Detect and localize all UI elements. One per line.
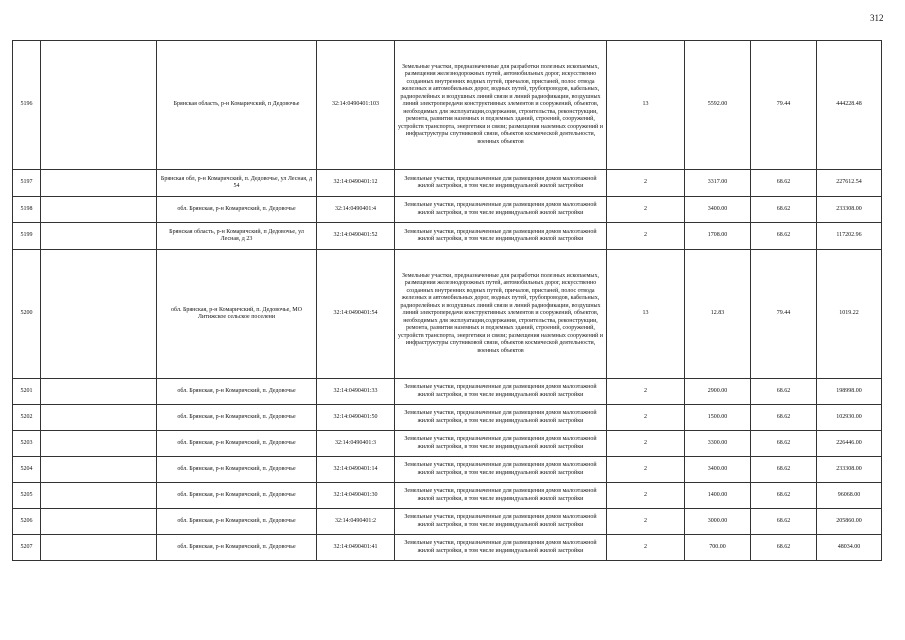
cadastral-number-cell: 32:14:0490401:14: [317, 457, 395, 483]
address-cell: обл. Брянская, р-н Комаричский, п. Дедовочье: [157, 379, 317, 405]
cadastral-value-cell: 226446.00: [817, 431, 882, 457]
cadastral-number-cell: 32:14:0490401:41: [317, 535, 395, 561]
use-group-cell: 2: [607, 431, 685, 457]
record-number-cell: 5204: [13, 457, 41, 483]
use-group-cell: 2: [607, 223, 685, 250]
blank-cell: [41, 431, 157, 457]
address-cell: обл. Брянская, р-н Комаричский, п. Дедовочье: [157, 197, 317, 223]
table-row: [13, 223, 882, 250]
area-cell: 1400.00: [685, 483, 751, 509]
permitted-use-cell: Земельные участки, предназначенные для размещения домов малоэтажной жилой застройки, в том числе индивидуальной жилой застройки: [395, 509, 607, 535]
cadastral-value-cell: 233308.00: [817, 457, 882, 483]
area-cell: 1500.00: [685, 405, 751, 431]
cadastral-number-cell: 32:14:0490401:2: [317, 509, 395, 535]
blank-cell: [41, 509, 157, 535]
record-number-cell: 5206: [13, 509, 41, 535]
table-row: [13, 535, 882, 561]
permitted-use-cell: Земельные участки, предназначенные для размещения домов малоэтажной жилой застройки, в том числе индивидуальной жилой застройки: [395, 457, 607, 483]
cadastral-number-cell: 32:14:0490401:52: [317, 223, 395, 250]
cadastral-number-cell: 32:14:0490401:50: [317, 405, 395, 431]
table-row: [13, 379, 882, 405]
specific-value-cell: 79.44: [751, 250, 817, 379]
record-number-cell: 5199: [13, 223, 41, 250]
permitted-use-cell: Земельные участки, предназначенные для размещения домов малоэтажной жилой застройки, в том числе индивидуальной жилой застройки: [395, 431, 607, 457]
address-cell: обл. Брянская, р-н Комаричский, п. Дедовочье: [157, 509, 317, 535]
cadastral-number-cell: 32:14:0490401:12: [317, 170, 395, 197]
permitted-use-cell: Земельные участки, предназначенные для размещения домов малоэтажной жилой застройки, в том числе индивидуальной жилой застройки: [395, 405, 607, 431]
use-group-cell: 13: [607, 250, 685, 379]
table-row: [13, 457, 882, 483]
cadastral-value-cell: 102930.00: [817, 405, 882, 431]
specific-value-cell: 68.62: [751, 197, 817, 223]
address-cell: обл. Брянская, р-н Комаричский, п. Дедовочье: [157, 431, 317, 457]
blank-cell: [41, 405, 157, 431]
use-group-cell: 2: [607, 535, 685, 561]
permitted-use-cell: Земельные участки, предназначенные для размещения домов малоэтажной жилой застройки, в том числе индивидуальной жилой застройки: [395, 483, 607, 509]
use-group-cell: 2: [607, 405, 685, 431]
address-cell: обл. Брянская, р-н Комаричский, п. Дедовочье, МО Литижское сельское поселени: [157, 250, 317, 379]
address-cell: обл. Брянская, р-н Комаричский, п. Дедовочье: [157, 535, 317, 561]
blank-cell: [41, 250, 157, 379]
blank-cell: [41, 223, 157, 250]
address-cell: Брянская область, р-н Комаричский, п Дедовочье: [157, 41, 317, 170]
address-cell: обл. Брянская, р-н Комаричский, п. Дедовочье: [157, 405, 317, 431]
permitted-use-cell: Земельные участки, предназначенные для размещения домов малоэтажной жилой застройки, в том числе индивидуальной жилой застройки: [395, 170, 607, 197]
cadastral-number-cell: 32:14:0490401:3: [317, 431, 395, 457]
cadastral-value-cell: 227612.54: [817, 170, 882, 197]
cadastral-value-cell: 96068.00: [817, 483, 882, 509]
permitted-use-cell: Земельные участки, предназначенные для размещения домов малоэтажной жилой застройки, в том числе индивидуальной жилой застройки: [395, 223, 607, 250]
specific-value-cell: 68.62: [751, 379, 817, 405]
cadastral-value-cell: 48034.00: [817, 535, 882, 561]
page-number: 312: [870, 13, 884, 23]
record-number-cell: 5197: [13, 170, 41, 197]
area-cell: 3000.00: [685, 509, 751, 535]
area-cell: 3400.00: [685, 197, 751, 223]
area-cell: 700.00: [685, 535, 751, 561]
address-cell: обл. Брянская, р-н Комаричский, п. Дедовочье: [157, 457, 317, 483]
specific-value-cell: 68.62: [751, 431, 817, 457]
specific-value-cell: 68.62: [751, 535, 817, 561]
cadastral-value-cell: 233308.00: [817, 197, 882, 223]
cadastral-value-cell: 198998.00: [817, 379, 882, 405]
use-group-cell: 2: [607, 197, 685, 223]
table-row: [13, 170, 882, 197]
area-cell: 3317.00: [685, 170, 751, 197]
area-cell: 2900.00: [685, 379, 751, 405]
blank-cell: [41, 483, 157, 509]
specific-value-cell: 68.62: [751, 509, 817, 535]
permitted-use-cell: Земельные участки, предназначенные для размещения домов малоэтажной жилой застройки, в том числе индивидуальной жилой застройки: [395, 197, 607, 223]
record-number-cell: 5201: [13, 379, 41, 405]
use-group-cell: 2: [607, 170, 685, 197]
blank-cell: [41, 379, 157, 405]
table-row: [13, 509, 882, 535]
record-number-cell: 5205: [13, 483, 41, 509]
address-cell: Брянская область, р-н Комаричский, п Дедовочье, ул Лесная, д 23: [157, 223, 317, 250]
specific-value-cell: 68.62: [751, 405, 817, 431]
table-row: [13, 250, 882, 379]
table-row: [13, 41, 882, 170]
record-number-cell: 5202: [13, 405, 41, 431]
blank-cell: [41, 197, 157, 223]
cadastral-value-cell: 444228.48: [817, 41, 882, 170]
cadastral-number-cell: 32:14:0490401:4: [317, 197, 395, 223]
record-number-cell: 5196: [13, 41, 41, 170]
use-group-cell: 2: [607, 509, 685, 535]
specific-value-cell: 68.62: [751, 223, 817, 250]
table-row: [13, 197, 882, 223]
area-cell: 5592.00: [685, 41, 751, 170]
permitted-use-cell: Земельные участки, предназначенные для размещения домов малоэтажной жилой застройки, в том числе индивидуальной жилой застройки: [395, 535, 607, 561]
cadastral-number-cell: 32:14:0490401:33: [317, 379, 395, 405]
use-group-cell: 13: [607, 41, 685, 170]
specific-value-cell: 79.44: [751, 41, 817, 170]
permitted-use-cell: Земельные участки, предназначенные для разработки полезных ископаемых, размещения железнодорожных путей, автомобильных дорог, искусственно созданных внутренних водных путей, причалов, пристаней, полос отвода железных и автомобильных дорог, водных путей, трубопроводов, кабельных, радиорелейных и воздушных линий связи и линий радиофикации, воздушных линий электропередачи конструктивных элементов и сооружений, объектов, необходимых для эксплуатации,содержания, строительства, реконструкции, ремонта, развития наземных и подземных зданий, строений, сооружений, устройств транспорта, энергетики и связи; размещения наземных сооружений и инфраструктуры спутниковой связи, объектов космической деятельности, военных объектов: [395, 41, 607, 170]
blank-cell: [41, 41, 157, 170]
use-group-cell: 2: [607, 483, 685, 509]
cadastral-value-cell: 117202.96: [817, 223, 882, 250]
record-number-cell: 5203: [13, 431, 41, 457]
record-number-cell: 5200: [13, 250, 41, 379]
permitted-use-cell: Земельные участки, предназначенные для размещения домов малоэтажной жилой застройки, в том числе индивидуальной жилой застройки: [395, 379, 607, 405]
cadastral-number-cell: 32:14:0490401:30: [317, 483, 395, 509]
use-group-cell: 2: [607, 457, 685, 483]
cadastral-value-cell: 205860.00: [817, 509, 882, 535]
blank-cell: [41, 535, 157, 561]
blank-cell: [41, 457, 157, 483]
table-row: [13, 483, 882, 509]
record-number-cell: 5207: [13, 535, 41, 561]
area-cell: 1708.00: [685, 223, 751, 250]
use-group-cell: 2: [607, 379, 685, 405]
record-number-cell: 5198: [13, 197, 41, 223]
permitted-use-cell: Земельные участки, предназначенные для разработки полезных ископаемых, размещения железнодорожных путей, автомобильных дорог, искусственно созданных внутренних водных путей, причалов, пристаней, полос отвода железных и автомобильных дорог, водных путей, трубопроводов, кабельных, радиорелейных и воздушных линий связи и линий радиофикации, воздушных линий электропередачи конструктивных элементов и сооружений, объектов, необходимых для эксплуатации,содержания, строительства, реконструкции, ремонта, развития наземных и подземных зданий, строений, сооружений, устройств транспорта, энергетики и связи; размещения наземных сооружений и инфраструктуры спутниковой связи, объектов космической деятельности, военных объектов: [395, 250, 607, 379]
cadastral-value-table: [12, 40, 882, 561]
specific-value-cell: 68.62: [751, 483, 817, 509]
area-cell: 3400.00: [685, 457, 751, 483]
cadastral-number-cell: 32:14:0490401:54: [317, 250, 395, 379]
specific-value-cell: 68.62: [751, 170, 817, 197]
area-cell: 12.83: [685, 250, 751, 379]
table-row: [13, 405, 882, 431]
cadastral-number-cell: 32:14:0490401:103: [317, 41, 395, 170]
area-cell: 3300.00: [685, 431, 751, 457]
blank-cell: [41, 170, 157, 197]
table-row: [13, 431, 882, 457]
address-cell: Брянская обл, р-н Комаричский, п. Дедовочье, ул Лесная, д 54: [157, 170, 317, 197]
specific-value-cell: 68.62: [751, 457, 817, 483]
cadastral-value-cell: 1019.22: [817, 250, 882, 379]
address-cell: обл. Брянская, р-н Комаричский, п. Дедовочье: [157, 483, 317, 509]
